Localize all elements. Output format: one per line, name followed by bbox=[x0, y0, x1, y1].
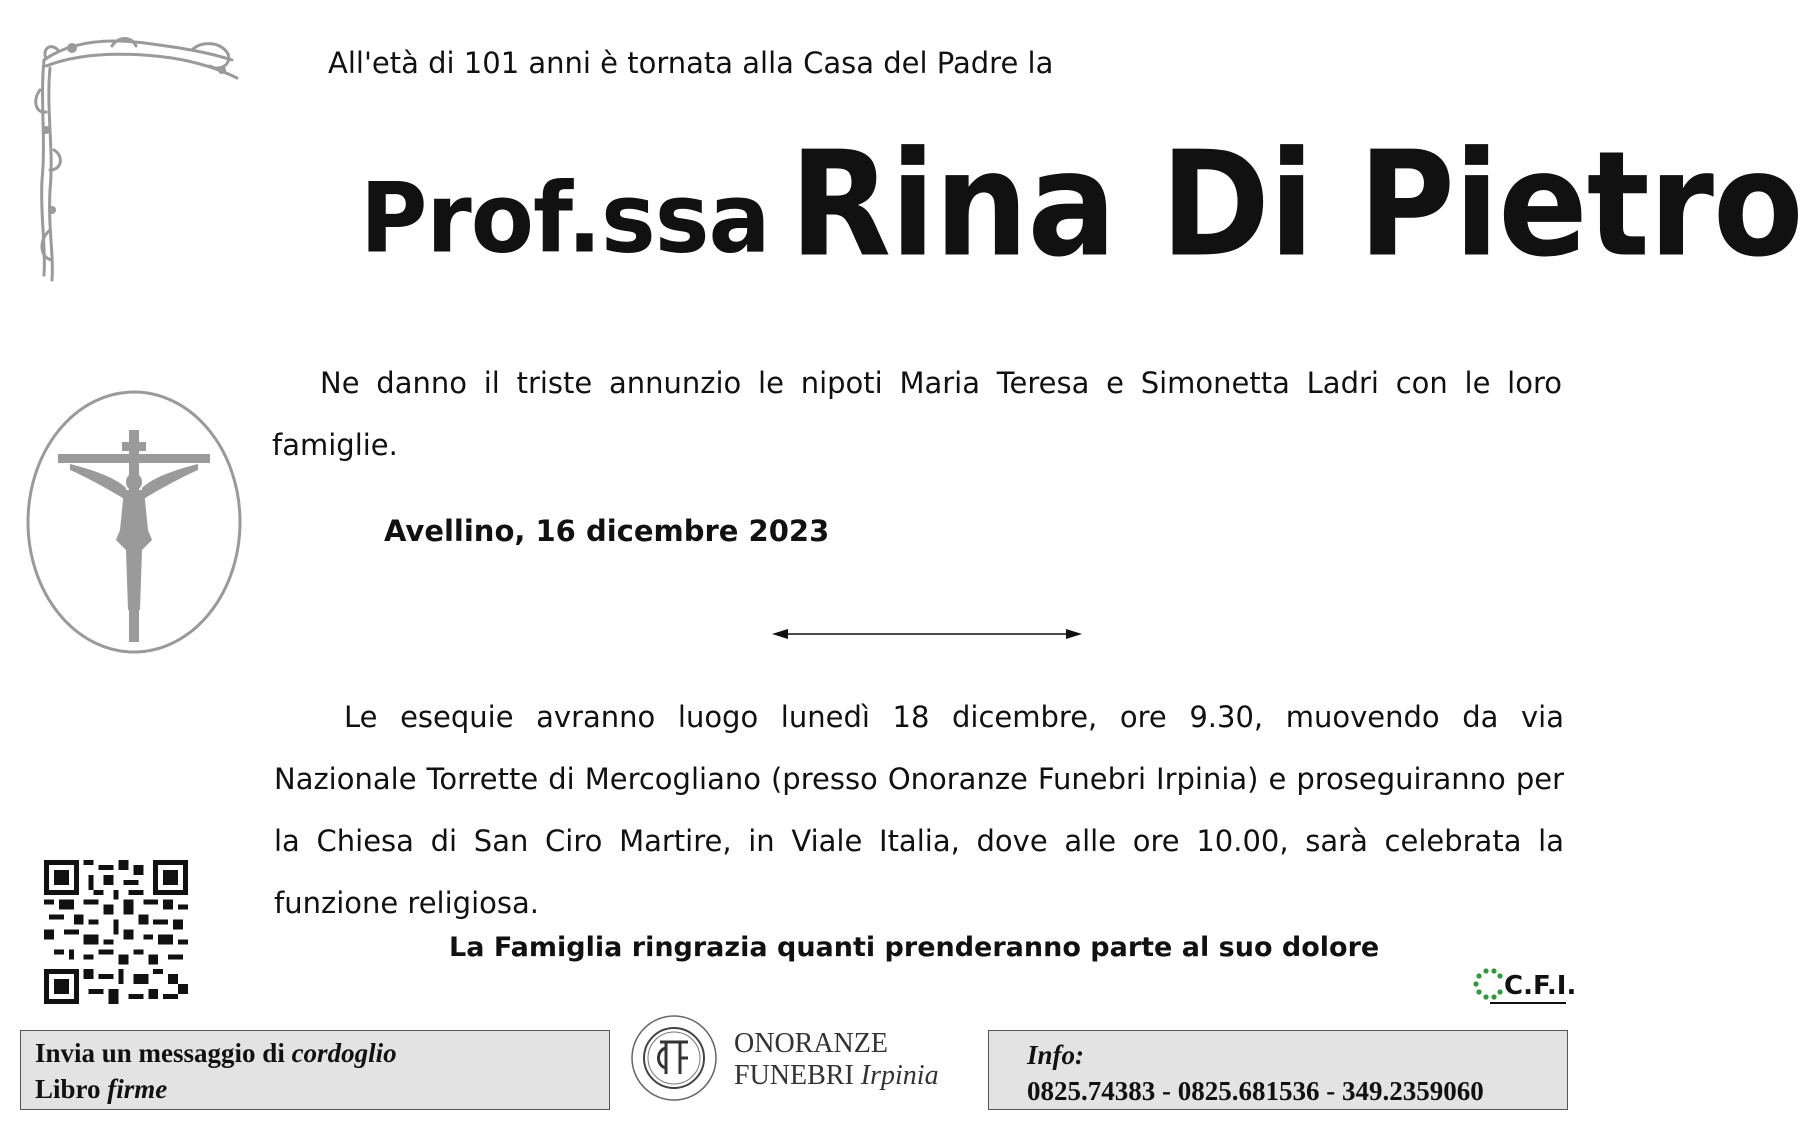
deceased-name: Rina Di Pietro bbox=[789, 120, 1803, 290]
condolence-prefix: Invia un messaggio di bbox=[35, 1038, 292, 1068]
funeral-details-text: Le esequie avranno luogo lunedì 18 dicembre, ore 9.30, muovendo da via Nazionale Torrette di Mercogliano (presso Onoranze Funebri Irpinia) e proseguiranno per la Chiesa di San Ciro Martire, in Viale Italia, dove alle ore 10.00, sarà celebrata la funzione religiosa. bbox=[274, 700, 1564, 920]
funeral-home-line2 bbox=[734, 1060, 939, 1092]
thanks-text: La Famiglia ringrazia quanti prenderanno parte al suo dolore bbox=[449, 932, 1380, 963]
qr-code-icon[interactable] bbox=[44, 860, 188, 1004]
double-arrow-divider-icon bbox=[772, 626, 1082, 642]
cfi-logo-text: C.F.I. bbox=[1504, 971, 1577, 1001]
cfi-logo-icon bbox=[1470, 966, 1577, 1010]
funeral-home-line2-italic: Irpinia bbox=[860, 1060, 939, 1091]
condolence-link[interactable] bbox=[35, 1035, 595, 1071]
condolence-italic: cordoglio bbox=[291, 1038, 397, 1068]
crucifix-icon bbox=[24, 390, 250, 662]
intro-text: All'età di 101 anni è tornata alla Casa del Padre la bbox=[328, 46, 1054, 80]
place-date: Avellino, 16 dicembre 2023 bbox=[384, 514, 830, 548]
condolence-box[interactable] bbox=[20, 1030, 610, 1110]
funeral-home-name bbox=[734, 1028, 939, 1092]
funeral-home-seal-icon bbox=[630, 1014, 718, 1102]
title-prefix: Prof.ssa bbox=[360, 162, 770, 275]
guestbook-prefix: Libro bbox=[35, 1074, 108, 1104]
info-box bbox=[988, 1030, 1568, 1110]
guestbook-link[interactable] bbox=[35, 1071, 595, 1107]
funeral-home-line1: ONORANZE bbox=[734, 1028, 888, 1059]
deceased-name-line bbox=[360, 120, 1803, 290]
info-label: Info: bbox=[1027, 1040, 1085, 1070]
funeral-home-line2-prefix: FUNEBRI bbox=[734, 1060, 861, 1091]
announcement-text: Ne danno il triste annunzio le nipoti Maria Teresa e Simonetta Ladri con le loro famiglie. bbox=[272, 366, 1562, 462]
guestbook-italic: firme bbox=[107, 1074, 168, 1104]
info-phones[interactable]: 0825.74383 - 0825.681536 - 349.2359060 bbox=[1027, 1076, 1484, 1106]
corner-ornament-icon bbox=[32, 30, 247, 290]
